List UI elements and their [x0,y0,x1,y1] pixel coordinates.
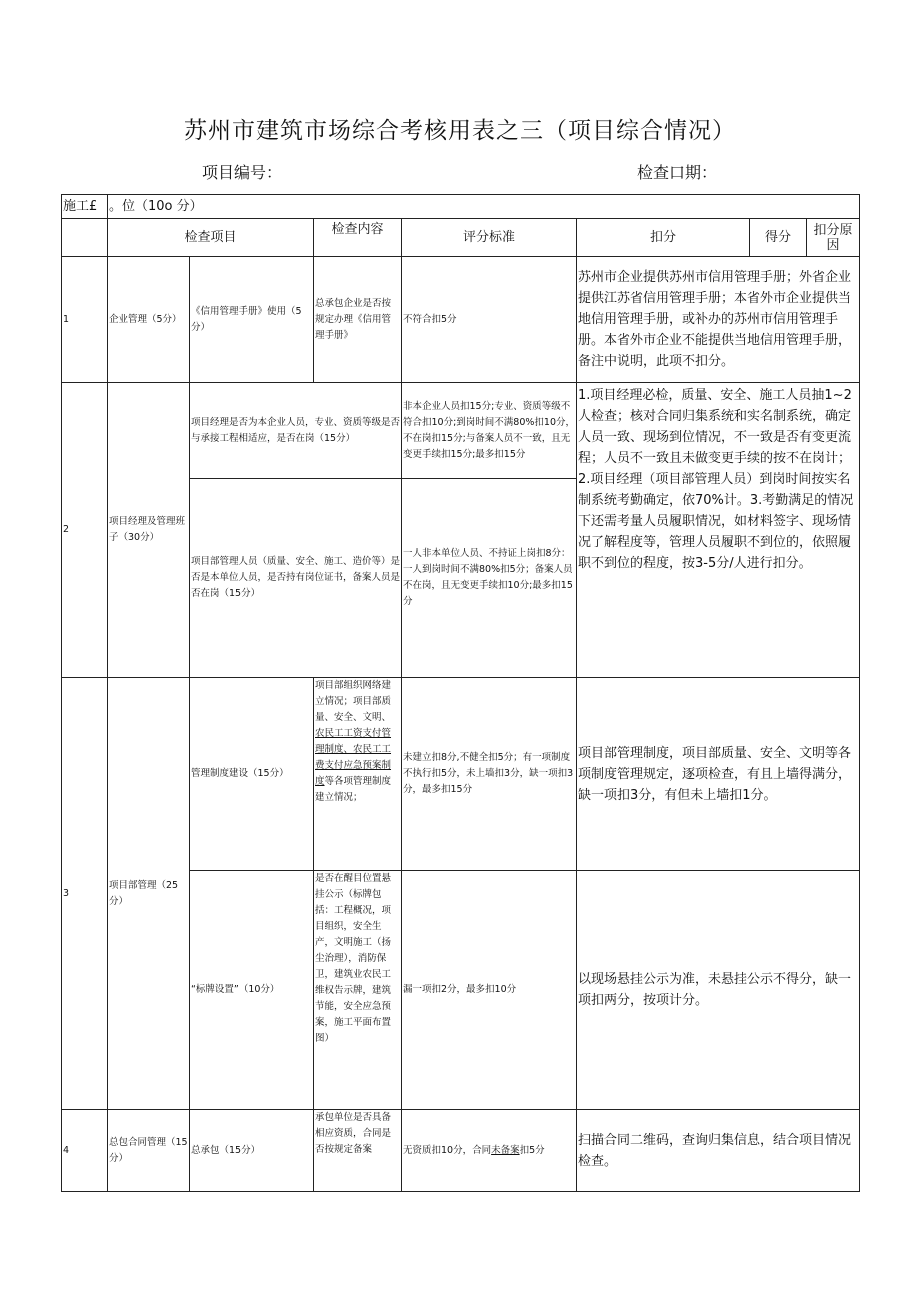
row-subitem: 总承包（15分） [190,1110,314,1192]
unit-label: 施工£ [62,195,108,219]
content-text: 等各项管理制度建立情况； [315,776,392,803]
row-deduction: 苏州市企业提供苏州市信用管理手册；外省企业提供江苏省信用管理手册；本省外市企业提供当地信用管理手册，或补办的苏州市信用管理手册。本省外市企业不能提供当地信用管理手册，备注中说明，此项不扣分。 [577,257,860,383]
unit-row [62,195,860,219]
table-row [62,1110,860,1192]
criteria-text: 扣5分 [519,1144,545,1156]
row-subitem: 项目经理是否为本企业人员，专业、资质等级是否与承接工程相适应，是否在岗（15分） [190,383,402,479]
row-subitem: “标牌设置”（10分） [190,871,314,1110]
row-content [314,678,402,871]
row-subitem: 《信用管理手册》使用（5分） [190,257,314,383]
assessment-table [61,194,860,1192]
header-reason: 扣分原因 [807,219,860,257]
criteria-text: 无资质扣10分，合同 [403,1144,492,1156]
document-title: 苏州市建筑市场综合考核用表之三（项目综合情况） [184,118,736,144]
row-deduction: 1.项目经理必检，质量、安全、施工人员抽1~2人检查；核对合同归集系统和实名制系统，确定人员一致、现场到位情况，不一致是否有变更流程；人员不一致且未做变更手续的按不在岗计；2.项目经理（项目部管理人员）到岗时间按实名制系统考勤确定，依70%计。3.考勤满足的情况下还需考量人员履职情况，如材料签字、现场情况了解程度等，管理人员履职不到位的，依照履职不到位的程度，按3-5分/人进行扣分。 [577,383,860,678]
row-number: 1 [62,257,108,383]
header-content: 检查内容 [314,219,402,257]
header-no [62,219,108,257]
criteria-underlined-text: 未备案 [491,1144,520,1156]
content-text: 项目部组织网络建立情况；项目部质量、安全、文明、 [315,680,392,723]
row-category: 企业管理（5分） [108,257,190,383]
row-number: 2 [62,383,108,678]
row-criteria: 一人非本单位人员、不持证上岗扣8分：一人到岗时间不满80%扣5分；备案人员不在岗，且无变更手续扣10分;最多扣15分 [402,479,577,678]
row-deduction: 以现场悬挂公示为准，未悬挂公示不得分，缺一项扣两分，按项计分。 [577,871,860,1110]
unit-value: 。位（10o 分） [108,195,860,219]
table-row [62,257,860,383]
content-underlined-text: 农民工工资支付管理制度、农民工工费支付应急预案制度 [315,728,392,787]
table-row [62,383,860,479]
row-criteria: 非本企业人员扣15分;专业、资质等级不符合扣10分;到岗时间不满80%扣10分，不在岗扣15分;与备案人员不一致，且无变更手续扣15分;最多扣15分 [402,383,577,479]
check-date-label: 检查口期： [637,163,718,182]
row-content: 承包单位是否具备相应资质，合同是否按规定备案 [314,1110,402,1192]
header-row [62,219,860,257]
row-deduction: 项目部管理制度，项目部质量、安全、文明等各项制度管理规定，逐项检查，有且上墙得满分，缺一项扣3分，有但未上墙扣1分。 [577,678,860,871]
row-criteria: 漏一项扣2分，最多扣10分 [402,871,577,1110]
row-deduction: 扫描合同二维码，查询归集信息，结合项目情况检查。 [577,1110,860,1192]
header-criteria: 评分标准 [402,219,577,257]
row-content: 是否在醒目位置悬挂公示（标牌包括：工程概况，项目组织，安全生产，文明施工（扬尘治理），消防保卫，建筑业农民工维权告示牌，建筑节能，安全应急预案，施工平面布置图） [314,871,402,1110]
row-category: 项目经理及管理班子（30分） [108,383,190,678]
row-number: 3 [62,678,108,1110]
row-content: 总承包企业是否按规定办理《信用管理手册》 [314,257,402,383]
header-score: 得分 [750,219,807,257]
row-subitem: 项目部管理人员（质量、安全、施工、造价等）是否是本单位人员，是否持有岗位证书，备案人员是否在岗（15分） [190,479,402,678]
row-category: 项目部管理（25分） [108,678,190,1110]
table-row [62,678,860,871]
header-deduction: 扣分 [577,219,750,257]
project-number-label: 项目编号： [202,163,283,182]
header-item: 检查项目 [108,219,314,257]
row-criteria [402,1110,577,1192]
row-criteria: 不符合扣5分 [402,257,577,383]
row-number: 4 [62,1110,108,1192]
row-category: 总包合同管理（15分） [108,1110,190,1192]
row-criteria: 未建立扣8分,不健全扣5分；有一项制度不执行扣5分，未上墙扣3分，缺一项扣3分，最多扣15分 [402,678,577,871]
row-subitem: 管理制度建设（15分） [190,678,314,871]
